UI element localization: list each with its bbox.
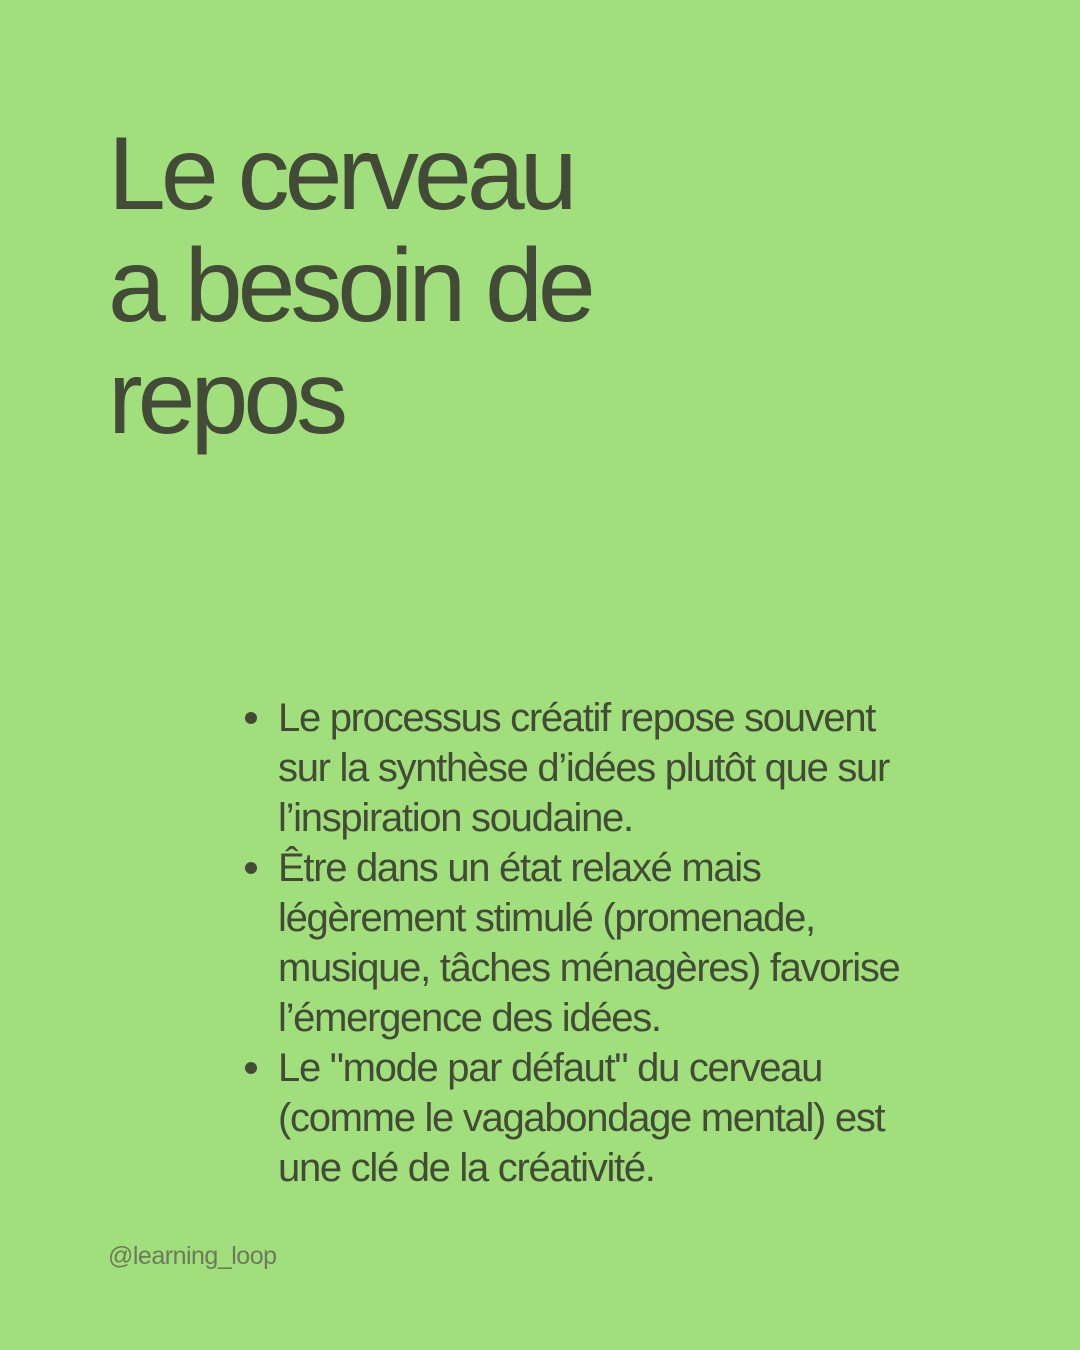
bullet-dot-icon — [245, 862, 257, 874]
bullet-line: sur la synthèse d’idées plutôt que sur — [278, 746, 889, 790]
account-handle: @learning_loop — [108, 1242, 277, 1270]
bullet-dot-icon — [245, 1062, 257, 1074]
bullet-line: Le processus créatif repose souvent — [278, 696, 876, 740]
bullet-dot-icon — [245, 712, 257, 724]
bullet-line: légèrement stimulé (promenade, — [278, 896, 815, 940]
bullet-line: musique, tâches ménagères) favorise — [278, 946, 900, 990]
bullet-line: Le "mode par défaut" du cerveau — [278, 1046, 823, 1090]
bullet-line: l’émergence des idées. — [278, 996, 661, 1040]
bullet-line: (comme le vagabondage mental) est — [278, 1096, 885, 1140]
bullet-line: une clé de la créativité. — [278, 1146, 655, 1190]
page-title — [108, 118, 591, 454]
bullet-item — [278, 843, 978, 1043]
title-line: repos — [108, 340, 344, 456]
bullet-line: Être dans un état relaxé mais — [278, 846, 761, 890]
bullet-line: l’inspiration soudaine. — [278, 796, 633, 840]
bullet-item — [278, 693, 978, 843]
bullet-list — [278, 693, 978, 1193]
title-line: a besoin de — [108, 228, 591, 344]
title-line: Le cerveau — [108, 116, 573, 232]
bullet-item — [278, 1043, 978, 1193]
